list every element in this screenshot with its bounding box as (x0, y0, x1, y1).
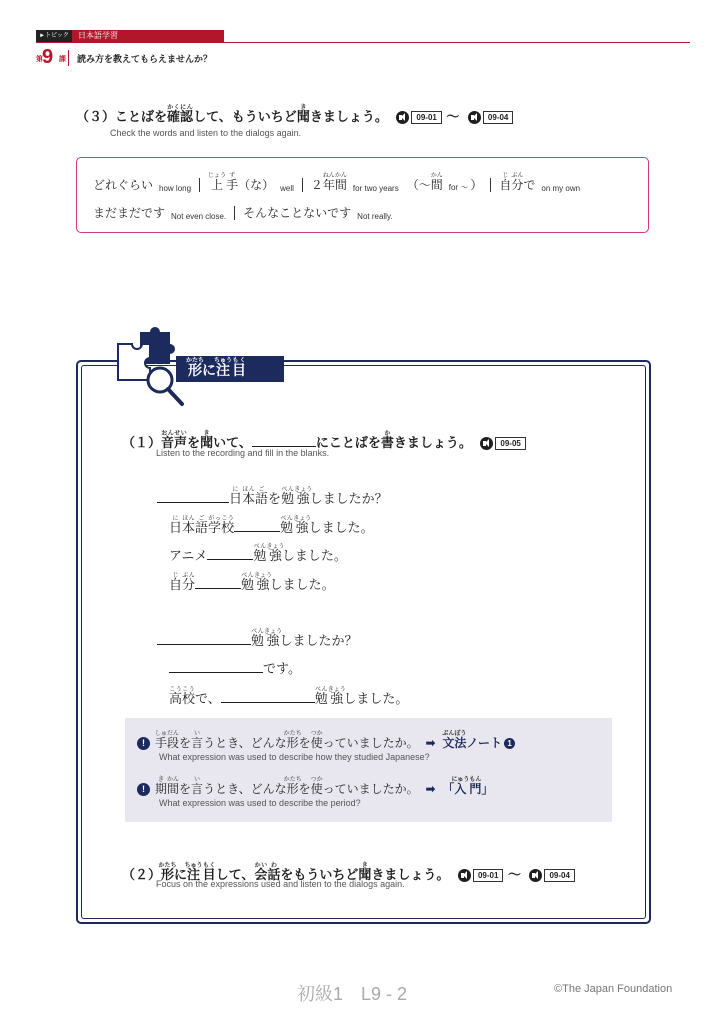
exercise-line-3: アニメ 勉べん強きょうしました。 (169, 543, 347, 564)
ruby-word: 確かく (167, 104, 181, 125)
vocab-en: how long (159, 184, 192, 193)
header-rule (36, 42, 690, 43)
blank[interactable] (169, 660, 263, 673)
hint-2-en: What expression was used to describe the period? (159, 798, 361, 808)
section3-subtitle: Check the words and listen to the dialogs again. (110, 128, 302, 138)
vocab-separator (234, 206, 235, 220)
blank[interactable] (207, 547, 253, 560)
lesson-suffix: 課 (59, 55, 66, 63)
exercise-line-2: 日に本ほん語ご学がっ校こう勉べん強きょうしました。 (169, 515, 374, 536)
vocab-en: on my own (541, 184, 581, 193)
blank[interactable] (157, 490, 229, 503)
vocab-jp: 上じょう手ず（な） (208, 172, 275, 192)
section2-title: （２）形かたちに注ちゅう目もくして、会かい話わをもういちど聞ききましょう。 09-01 ～ 09-04 (122, 862, 575, 883)
section1-title: （１）音おん声せいを聞きいて、 にことばを書かきましょう。 09-05 (122, 430, 526, 451)
audio-button-09-01[interactable]: 09-01 (458, 869, 503, 882)
hint-2: ! 期き間かんを言いうとき、どんな形かたちを使つかっていましたか。 ➡ 「入にゅう門もん」 (137, 776, 493, 797)
vocab-separator (302, 178, 303, 192)
audio-button-09-01[interactable]: 09-01 (396, 111, 441, 124)
lesson-prefix: 第 (36, 55, 43, 63)
audio-button-09-04[interactable]: 09-04 (529, 869, 574, 882)
blank[interactable] (157, 632, 251, 645)
vocab-en: for ～ (448, 183, 469, 192)
section3-title: （３）ことばを確かく認にんして、もういちど聞ききましょう。 09-01 ～ 09-04 (76, 104, 513, 125)
page-label: 初級1 L9 - 2 (297, 984, 408, 1004)
hint-1-en: What expression was used to describe how they studied Japanese? (159, 752, 430, 762)
vocab-separator (199, 178, 200, 192)
vocab-jp: まだまだです (93, 206, 166, 220)
blank[interactable] (221, 690, 315, 703)
speaker-icon (468, 111, 481, 124)
vocab-jp: ２年ねん間かん (310, 172, 347, 192)
blank[interactable] (195, 576, 241, 589)
hint-box (125, 718, 612, 822)
vocab-row-2 (93, 204, 401, 221)
section2-subtitle: Focus on the expressions used and listen to the dialogs again. (156, 879, 405, 889)
vocab-jp: 自じ分ぶんで (499, 172, 536, 192)
speaker-icon (480, 437, 493, 450)
nyumon-link[interactable]: 「入にゅう門もん」 (442, 776, 494, 796)
vocab-jp: そんなことないです (243, 206, 352, 220)
arrow-right-icon: ➡ (425, 782, 436, 796)
lesson-title: 読み方を教えてもらえませんか？ (77, 55, 213, 65)
speaker-icon (396, 111, 409, 124)
hint-1: ! 手しゅ段だんを言いうとき、どんな形かたちを使つかっていましたか。 ➡ 文ぶん法ぽうノート 1 (137, 730, 515, 751)
exercise-line-6: です。 (169, 658, 301, 677)
vocab-row-1: どれぐらい how long 上じょう手ず（な） well ２年ねん間かん for two years （～間かん for ～ ） 自じ分ぶんで on my own (93, 172, 581, 193)
exclamation-icon: ! (137, 783, 150, 796)
vocab-jp: どれぐらい (93, 178, 154, 192)
vocab-en: Not really. (357, 212, 393, 221)
copyright: ©The Japan Foundation (554, 983, 673, 995)
vocab-en: for two years (352, 184, 399, 193)
blank[interactable] (234, 519, 280, 532)
speaker-icon (458, 869, 471, 882)
speaker-icon (529, 869, 542, 882)
exercise-line-5: 勉べん強きょうしましたか？ (157, 628, 358, 649)
section1-number: （１） (122, 436, 162, 451)
vocab-separator (490, 178, 491, 192)
exclamation-icon: ! (137, 737, 150, 750)
arrow-right-icon: ➡ (425, 736, 436, 750)
exercise-line-7: 高こう校こうで、 勉べん強きょうしました。 (169, 686, 409, 707)
vocab-en: well (280, 184, 294, 193)
audio-button-09-05[interactable]: 09-05 (480, 437, 525, 450)
section3-number: （３） (76, 110, 116, 125)
audio-button-09-04[interactable]: 09-04 (468, 111, 513, 124)
exercise-line-1: 日に本ほん語ごを勉べん強きょうしましたか？ (157, 486, 388, 507)
lesson-number: 9 (42, 46, 54, 68)
lesson-divider (68, 50, 69, 66)
blank[interactable] (252, 434, 316, 447)
vocab-box (76, 157, 649, 233)
vocab-en: Not even close. (171, 212, 227, 221)
exercise-line-4: 自じ分ぶん勉べん強きょうしました。 (169, 572, 335, 593)
section2-number: （２） (122, 868, 162, 883)
section1-subtitle: Listen to the recording and fill in the blanks. (156, 448, 330, 458)
topic-label: 日本語学習 (72, 30, 224, 42)
focus-title: 形かたちに注ちゅう目もく (176, 356, 284, 382)
topic-tag: ►トピック (36, 30, 72, 42)
vocab-jp: （～間かん (406, 172, 443, 192)
grammar-note-link[interactable]: 文ぶん法ぽうノート 1 (442, 736, 515, 750)
